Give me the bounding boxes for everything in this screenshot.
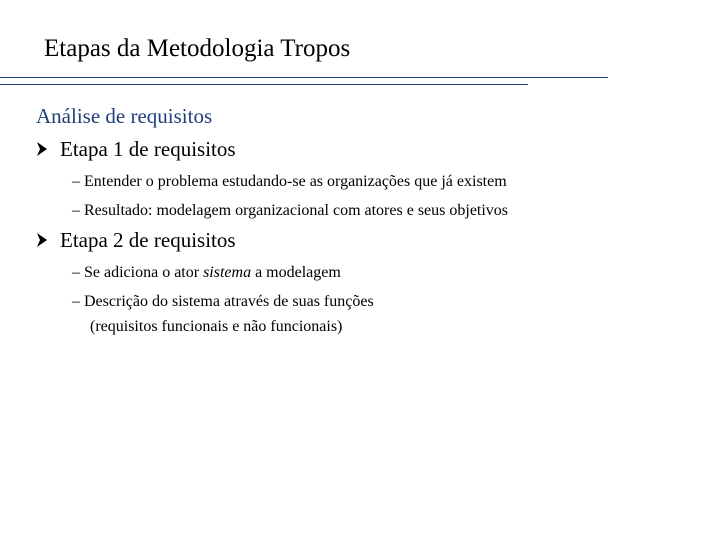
title-rule-bottom [0, 84, 528, 85]
sub-item: – Resultado: modelagem organizacional com atores e seus objetivos [72, 202, 509, 219]
arrow-bullet-icon [36, 141, 48, 157]
bullet-label: Etapa 2 de requisitos [60, 228, 236, 252]
sub-item: – Descrição do sistema através de suas funções [72, 293, 374, 310]
sub-item-continuation: (requisitos funcionais e não funcionais) [90, 318, 343, 335]
sub-item-prefix: – Se adiciona o ator [72, 264, 204, 281]
sub-item [72, 263, 341, 282]
bullet-etapa-2 [36, 228, 236, 253]
sub-item-suffix: a modelagem [251, 264, 341, 281]
sub-item: – Entender o problema estudando-se as organizações que já existem [72, 173, 507, 190]
arrow-bullet-icon [36, 232, 48, 248]
title-rule-top [0, 77, 608, 78]
bullet-label: Etapa 1 de requisitos [60, 137, 236, 161]
sub-item-emphasis: sistema [203, 264, 252, 281]
section-heading: Análise de requisitos [36, 104, 213, 128]
bullet-etapa-1 [36, 137, 236, 162]
slide-title: Etapas da Metodologia Tropos [44, 35, 351, 62]
